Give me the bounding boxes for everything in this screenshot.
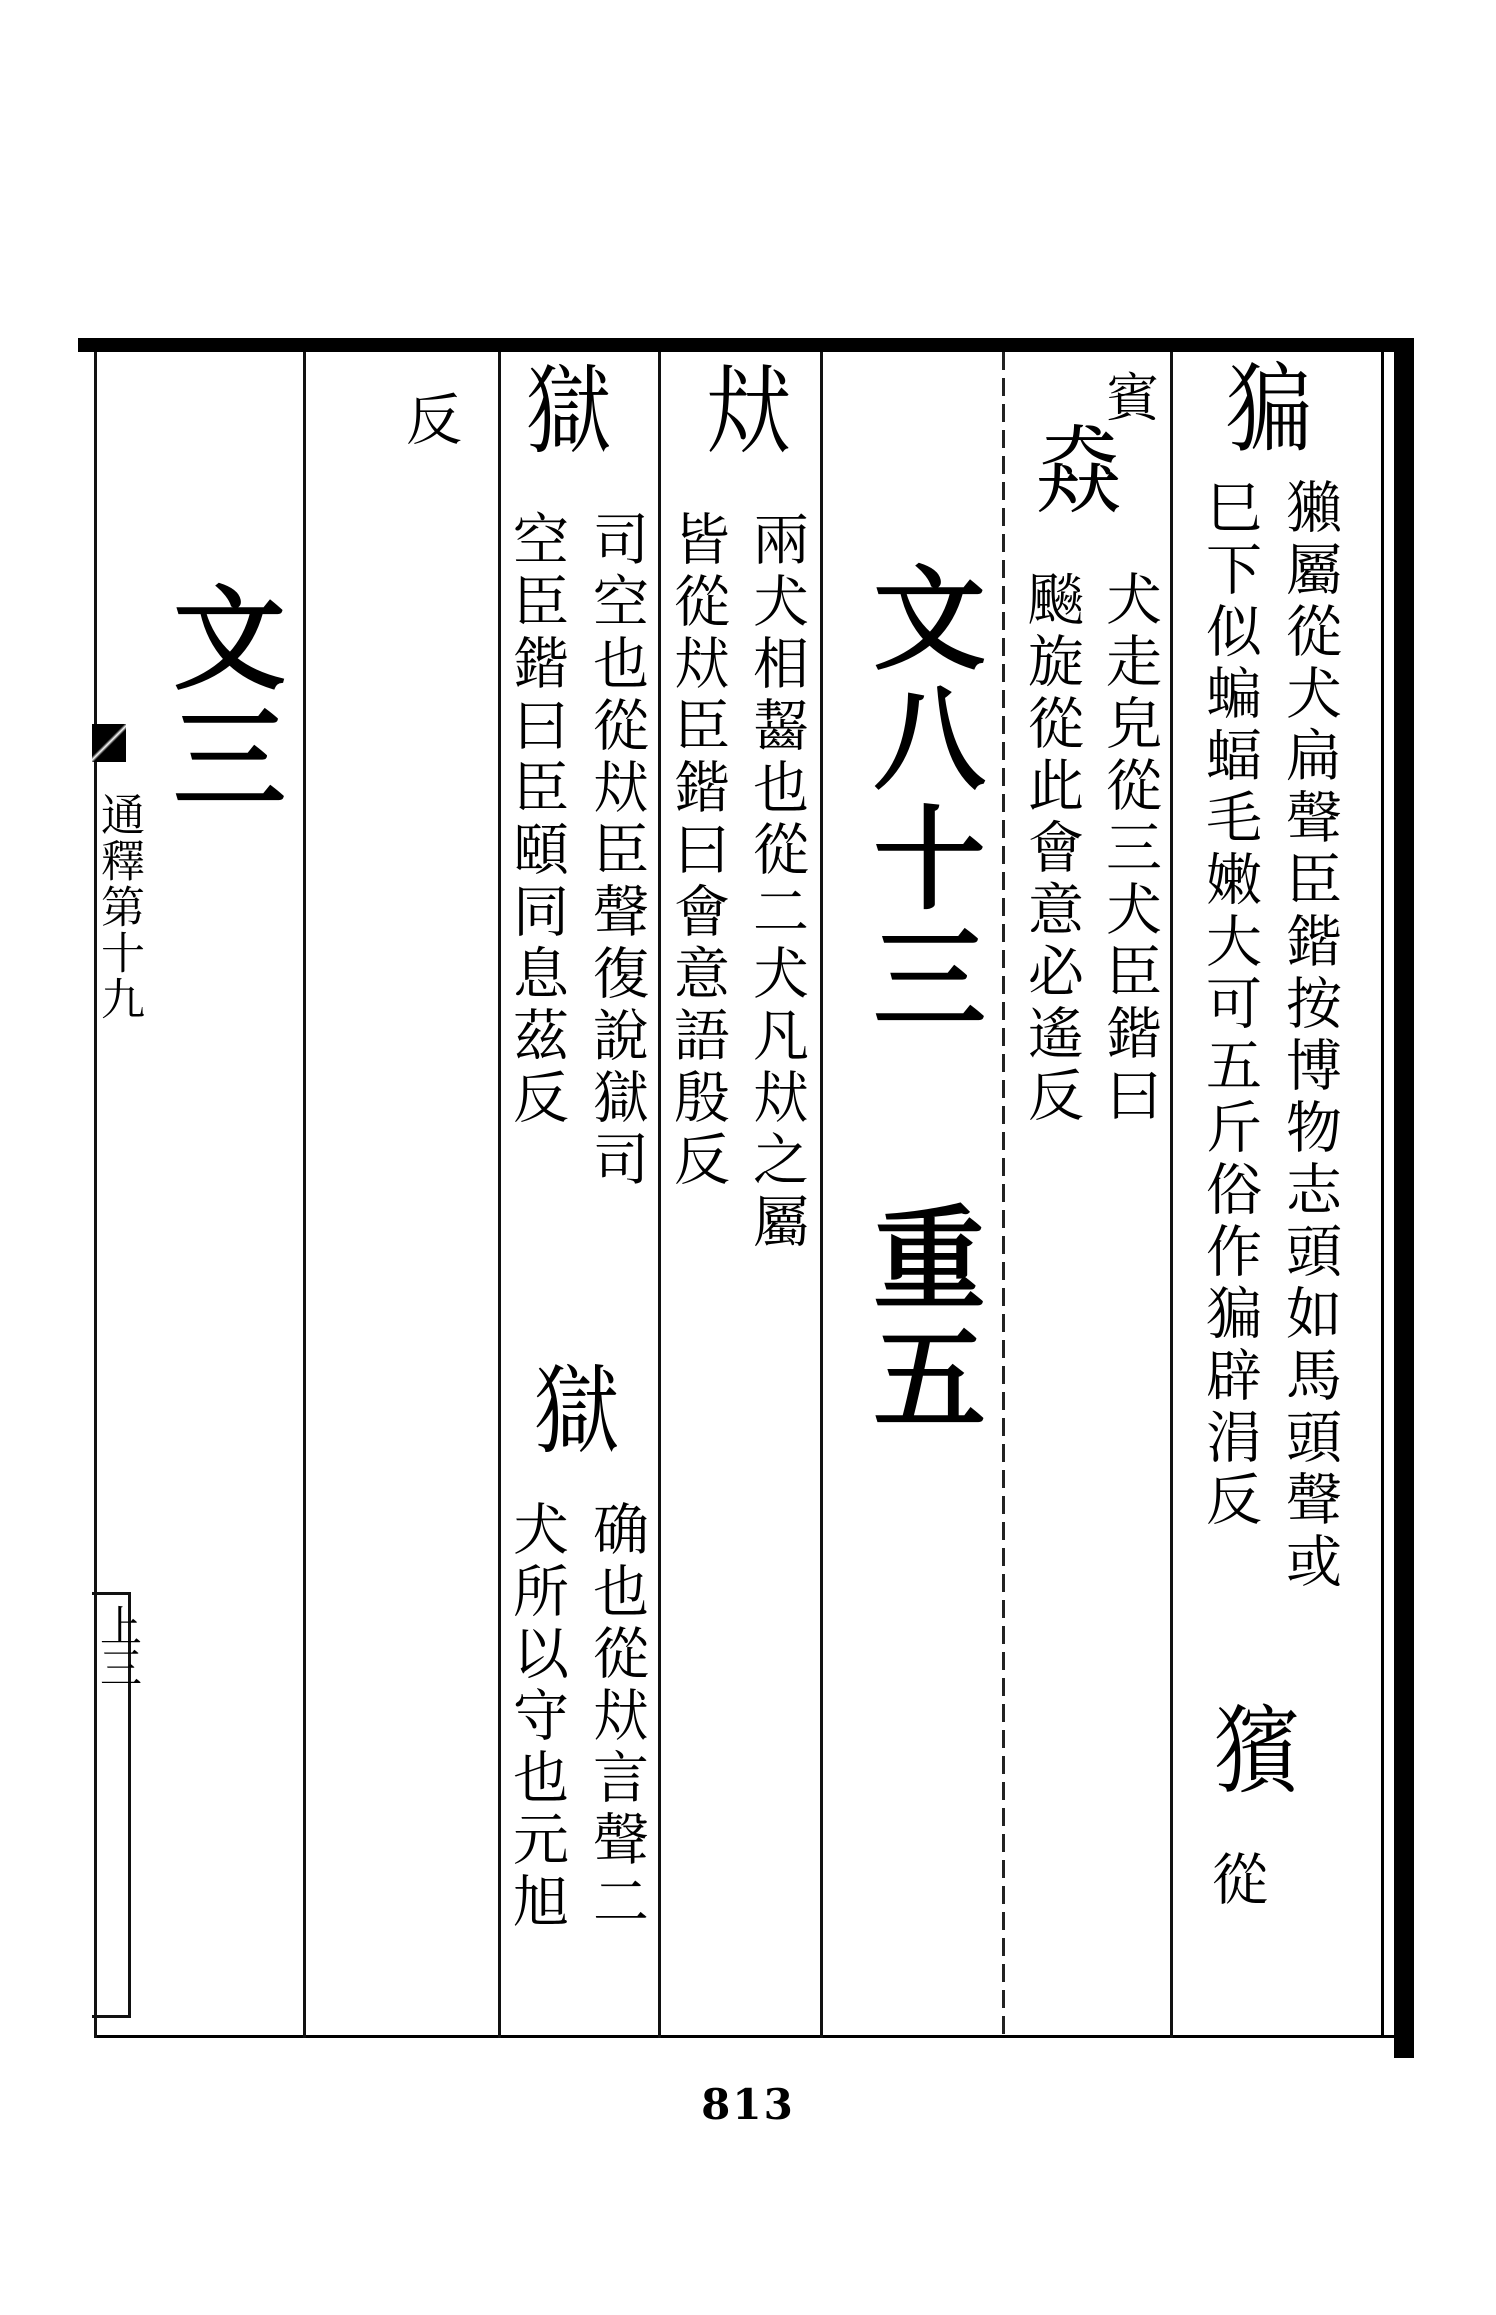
seal-character: 㹜 [691, 360, 793, 456]
spine-title: 通釋第十九 [93, 792, 144, 1022]
column-divider [820, 352, 823, 2038]
character-count: 文三 [155, 580, 286, 820]
character-count: 文八十三 [855, 560, 986, 1040]
entry-text: 空臣鍇曰臣頤同息茲反 [504, 510, 569, 1130]
entry-text: 從 [1203, 1850, 1268, 1912]
spine-folio: 上三 [94, 1604, 143, 1688]
column-divider [303, 352, 306, 2038]
bottom-rule [96, 2035, 1414, 2038]
entry-text: 兩犬相齧也從二犬凡㹜之屬 [744, 510, 809, 1254]
column-divider [1170, 352, 1173, 2038]
column-divider [498, 352, 501, 2038]
fishtail-mark [92, 724, 126, 762]
entry-text: 司空也從㹜臣聲復說獄司 [584, 510, 649, 1192]
entry-text: 賓 [1097, 370, 1157, 426]
column-divider [1002, 352, 1005, 2038]
entry-text: 确也從㹜言聲二 [584, 1500, 649, 1934]
entry-text: 獺屬從犬扁聲臣鍇按博物志頭如馬頭聲或 [1277, 478, 1342, 1594]
entry-text: 犬所以守也元旭 [504, 1500, 569, 1934]
column-divider [658, 352, 661, 2038]
entry-text: 犬走皃從三犬臣鍇曰 [1097, 570, 1162, 1128]
page-number: 813 [701, 2080, 795, 2129]
entry-text: 皆從㹜臣鍇曰會意語殷反 [665, 510, 730, 1192]
entry-text: 巳下似蝙蝠毛嫩大可五斤俗作猵辟涓反 [1197, 478, 1262, 1532]
right-rule [1394, 338, 1414, 2058]
entry-text: 反 [397, 390, 462, 452]
seal-character: 猋 [1021, 420, 1123, 516]
spine-margin [78, 352, 144, 2038]
inner-right-rule [1381, 352, 1384, 2038]
variant-count: 重五 [855, 1200, 986, 1440]
top-rule [78, 338, 1414, 352]
seal-character: 猵 [1211, 358, 1313, 454]
entry-text: 飈旋從此會意必遙反 [1019, 570, 1084, 1128]
seal-character: 獄 [511, 360, 613, 456]
seal-character: 獄 [519, 1360, 621, 1456]
seal-character: 獱 [1199, 1700, 1301, 1796]
